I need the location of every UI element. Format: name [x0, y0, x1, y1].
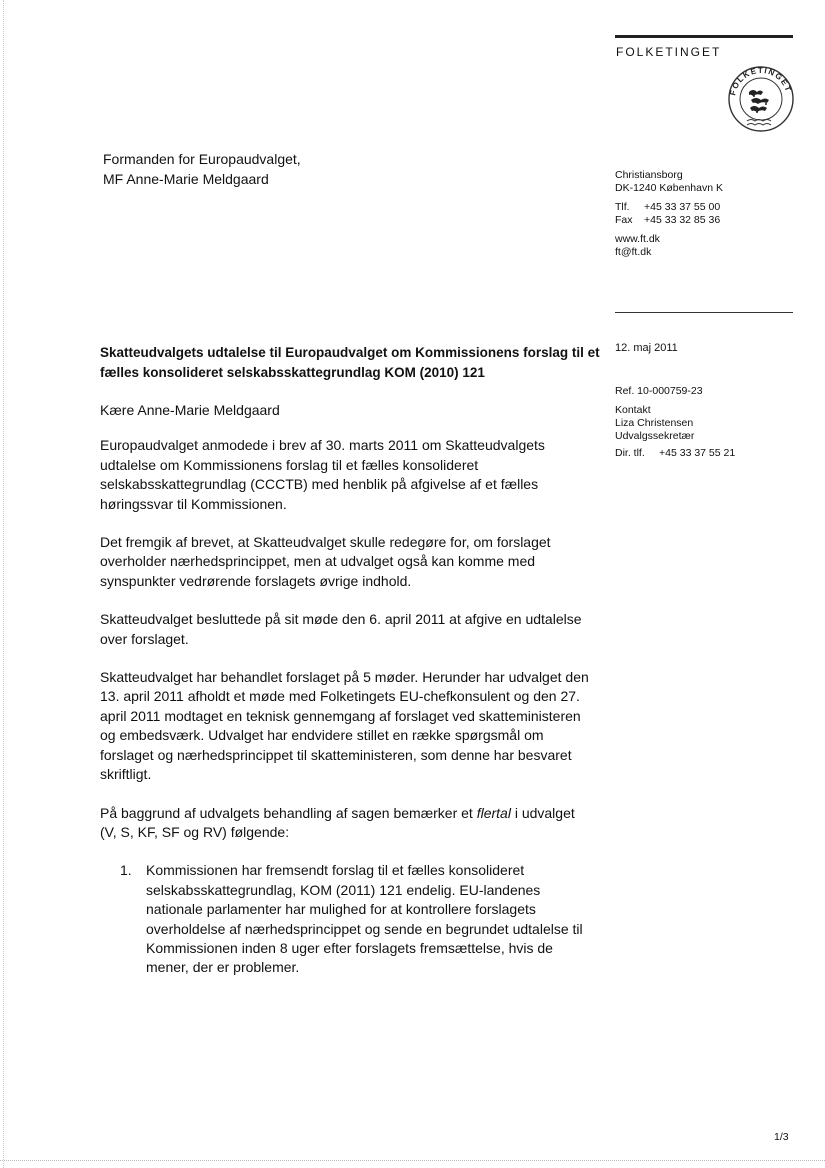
addressee-line-2: MF Anne-Marie Meldgaard	[103, 171, 269, 187]
list-item-text: Kommissionen har fremsendt forslag til et fælles konsolideret selskabsskattegrundlag, KOM (2011) 121 endelig. EU-landenes nationale parlamenter har mulighed for at kontrollere forslagets overholdelse af nærhedsprincippet og sende en begrundet udtalelse til Kommissionen inden 8 uger efter forslagets fremsættelse, hvis de mener, der er problemer.	[146, 862, 583, 976]
majority-word: flertal	[476, 804, 511, 821]
letter-date: 12. maj 2011	[615, 342, 678, 354]
list-item	[120, 861, 595, 977]
direct-phone-label: Dir. tlf.	[615, 447, 645, 459]
contact-postal: DK-1240 København K	[615, 182, 723, 194]
contact-block	[615, 169, 723, 259]
contact-web: www.ft.dk	[615, 233, 660, 245]
contact-title: Udvalgssekretær	[615, 430, 695, 442]
page-number: 1/3	[774, 1131, 789, 1143]
phone-label: Tlf.	[615, 201, 630, 213]
contact-label: Kontakt	[615, 404, 651, 416]
majority-paragraph	[100, 804, 595, 843]
majority-rest: i udvalget (V, S, KF, SF og RV) følgende:	[100, 804, 575, 840]
contact-name: Liza Christensen	[615, 417, 694, 429]
scan-margin-line	[3, 0, 4, 1168]
contact-phone-row	[615, 201, 723, 214]
fax-label: Fax	[615, 214, 633, 226]
paragraph: Skatteudvalget besluttede på sit møde den 6. april 2011 at afgive en udtalelse over forslaget.	[100, 611, 582, 647]
list-item-number: 1.	[120, 862, 132, 879]
majority-intro: På baggrund af udvalgets behandling af sagen bemærker et	[100, 804, 473, 821]
addressee-line-1: Formanden for Europaudvalget,	[103, 151, 301, 167]
parliament-seal-icon	[727, 65, 795, 133]
organization-name: FOLKETINGET	[616, 45, 722, 59]
sidebar-rule	[615, 312, 793, 313]
reference-number: Ref. 10-000759-23	[615, 385, 703, 397]
scan-bottom-line	[0, 1160, 825, 1161]
contact-place: Christiansborg	[615, 169, 683, 181]
paragraph: Europaudvalget anmodede i brev af 30. marts 2011 om Skatteudvalgets udtalelse om Kommissionens forslag til et fælles konsolideret selskabsskattegrundlag (CCCTB) med henblik på afgivelse af et fælles høringssvar til Kommissionen.	[100, 437, 545, 512]
paragraph: Det fremgik af brevet, at Skatteudvalget skulle redegøre for, om forslaget overholder nærhedsprincippet, men at udvalget også kan komme med synspunkter vedrørende forslagets øvrige indhold.	[100, 534, 551, 589]
letterhead-rule	[615, 35, 793, 38]
addressee-block	[103, 149, 301, 189]
seal-lettering: FOLKETINGET	[728, 65, 794, 97]
reference-block	[615, 385, 735, 460]
numbered-list	[100, 861, 595, 977]
direct-phone-number: +45 33 37 55 21	[659, 447, 736, 459]
contact-fax-row	[615, 214, 723, 227]
phone-number: +45 33 37 55 00	[644, 201, 721, 213]
direct-phone-row	[615, 447, 735, 460]
letter-heading: Skatteudvalgets udtalelse til Europaudvalget om Kommissionens forslag til et fælles konsolideret selskabsskattegrundlag KOM (2010) 121	[100, 345, 600, 380]
contact-email: ft@ft.dk	[615, 246, 652, 258]
paragraph: Skatteudvalget har behandlet forslaget på 5 møder. Herunder har udvalget den 13. april 2011 afholdt et møde med Folketingets EU-chefkonsulent og den 27. april 2011 modtaget en teknisk gennemgang af forslaget ved skatteministeren og embedsværk. Udvalget har endvidere stillet en række spørgsmål om forslaget og nærhedsprincippet til skatteministeren, som denne har besvaret skriftligt.	[100, 669, 589, 783]
salutation: Kære Anne-Marie Meldgaard	[100, 402, 280, 418]
letter-body	[100, 401, 595, 978]
fax-number: +45 33 32 85 36	[644, 214, 721, 226]
